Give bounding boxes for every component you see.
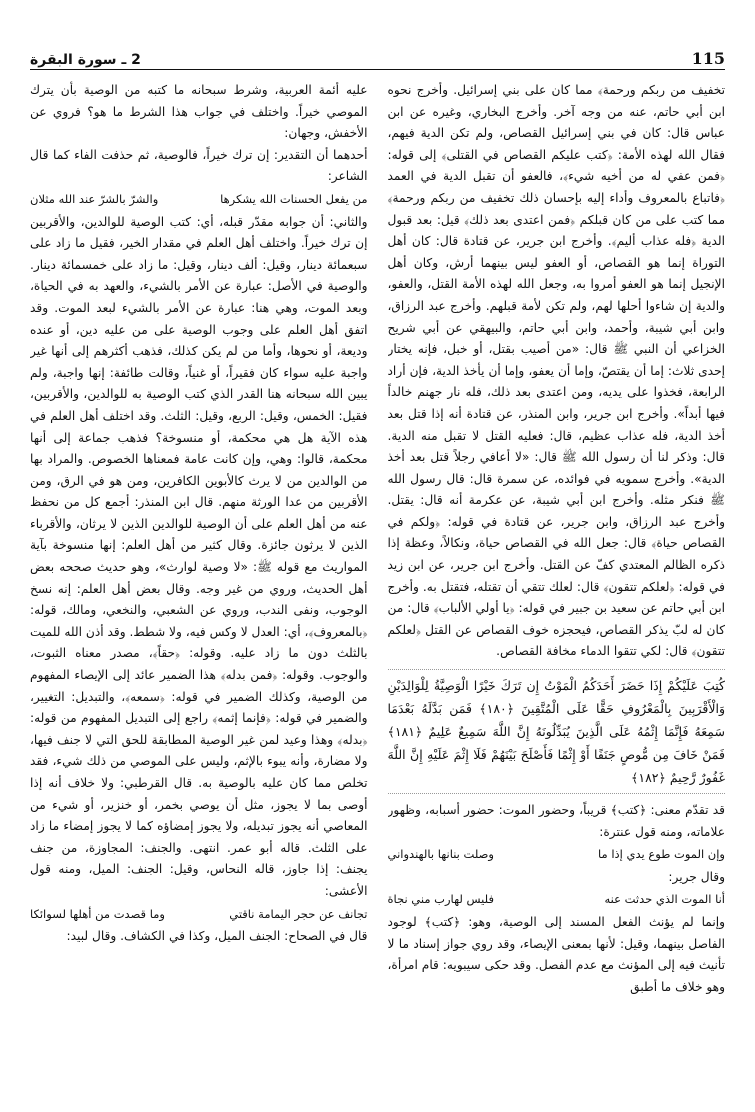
poem-verse	[30, 189, 368, 211]
commentary-paragraph: تخفيف من ربكم ورحمة﴾ مما كان على بني إسرائيل. وأخرج نحوه ابن أبي حاتم، عنه من وجه آخر. وأخرج البخاري، وغيره عن ابن عباس قال: كان في بني إسرائيل القصاص، ولم تكن الدية فيهم، فقال الله لهذه الأمة: ﴿كتب عليكم القصاص في القتلى﴾ إلى قوله: ﴿فمن عفي له من أخيه شيء﴾، فالعفو أن تقبل الدية في العمد ﴿فاتباع بالمعروف وأداء إليه بإحسان ذلك تخفيف من ربكم ورحمة﴾ مما كتب على من كان قبلكم ﴿فمن اعتدى بعد ذلك﴾ قيل: بعد قبول الدية ﴿فله عذاب أليم﴾. وأخرج ابن جرير، عن قتادة قال: كان أهل التوراة إنما هو القصاص، أو العفو ليس بينهما أرش، وكان أهل الإنجيل إنما هو العفو أمروا به، وجعل الله لهذه الأمة القتل، والعفو، والدية إن شاءوا أحلها لهم، ولم تكن لأمة قبلهم. وأخرج عبد الرزاق، وابن أبي شيبة، وأحمد، وابن أبي حاتم، والبيهقي عن أبي شريح الخزاعي أن النبي ﷺ قال: «من أصيب بقتل، أو خبل، فإنه يختار إحدى ثلاث: إما أن يقتصّ، وإما أن يعفو، وإما أن يأخذ الدية، فإن أراد الرابعة، فخذوا على يديه، ومن اعتدى بعد ذلك، فله نار جهنم خالداً فيها أبداً». وأخرج ابن جرير، وابن المنذر، عن قتادة أنه إذا قتل بعد أخذ الدية، فله عذاب عظيم، قال: فعليه القتل لا تقبل منه الدية. قال: وذكر لنا أن رسول الله ﷺ قال: «لا أعافي رجلاً قتل بعد أخذ الدية». وأخرج سمويه في فوائده، عن سمرة قال: قال رسول الله ﷺ فنكر مثله. وأخرج ابن أبي شيبة، عن عكرمة أنه قال: يقتل. وأخرج عبد الرزاق، وابن جرير، عن قتادة في قوله: ﴿ولكم في القصاص حياة﴾ قال: جعل الله في القصاص حياة، ونكالاً، وعظة إذا ذكره الظالم المعتدي كفّ عن القتل. وأخرج ابن جرير، عن ابن زيد في قوله: ﴿لعلكم تتقون﴾ قال: لعلك تتقي أن تقتله، فتقتل به. وأخرج ابن أبي حاتم عن سعيد بن جبير في قوله: ﴿يا أولي الألباب﴾ قال: من كان له لبّ يذكر القصاص، فيحجزه خوف القصاص عن القتل ﴿لعلكم تتقون﴾ قال: لكي تتقوا الدماء مخافة القصاص.	[387, 83, 725, 659]
page-header	[30, 44, 725, 68]
poem-second-hemistich: والشرّ بالشرّ عند الله مثلان	[30, 191, 159, 206]
commentary-paragraph: وإنما لم يؤنث الفعل المسند إلى الوصية، وهو: ﴿كتب﴾ لوجود الفاصل بينهما، وقيل: لأنها بمعنى الإيصاء، وقد روي جواز إسناد ما لا تأنيث فيه إلى المؤنث مع عدم الفصل. وقد حكى سيبويه: قام امرأة، وهو خلاف ما أطبق	[387, 915, 725, 994]
poem-first-hemistich: تجانف عن حجر اليمامة ناقتي	[229, 906, 368, 921]
poem-second-hemistich: وصلت بنانها بالهندواني	[387, 847, 494, 862]
header-divider	[30, 69, 725, 70]
right-column	[388, 80, 726, 1094]
chapter-title: 2 ـ سورة البقرة	[30, 52, 141, 68]
commentary-paragraph: وقال جرير:	[668, 869, 725, 884]
poem-first-hemistich: وإن الموت طوع يدي إذا ما	[598, 847, 725, 862]
left-column	[30, 80, 368, 1094]
poem-second-hemistich: وما قصدت من أهلها لسوائكا	[30, 906, 165, 921]
commentary-paragraph: عليه أئمة العربية، وشرط سبحانه ما كتبه من الوصية بأن يترك الموصي خيراً. واختلف في جواب هذا الشرط ما هو؟ فروي عن الأخفش، وجهان:	[30, 83, 368, 141]
text-columns	[30, 80, 725, 1094]
commentary-paragraph: أحدهما أن التقدير: إن ترك خيراً، فالوصية، ثم حذفت الفاء كما قال الشاعر:	[30, 147, 368, 184]
poem-first-hemistich: من يفعل الحسنات الله يشكرها	[220, 191, 368, 206]
poem-verse	[388, 844, 726, 866]
poem-verse	[30, 904, 368, 926]
commentary-paragraph: قد تقدّم معنى: ﴿كتب﴾ قريباً، وحضور الموت: حضور أسبابه، وظهور علاماته، ومنه قول عنترة:	[387, 803, 725, 839]
commentary-paragraph: والثاني: أن جوابه مقدّر قبله، أي: كتب الوصية للوالدين، والأقربين إن ترك خيراً. واختلف أهل العلم في مقدار الخير، فقيل ما زاد على سبعمائة دينار، وقيل: ألف دينار، وقيل: ما زاد على خمسمائة دينار. والوصية في الأصل: عبارة عن الأمر بالشيء، والعهد به في الحياة، وبعد الموت، وهي هنا: عبارة عن الأمر بالشيء لبعد الموت. وقد اتفق أهل العلم على وجوب الوصية على من عليه دين، أو عنده وديعة، أو نحوها، وأما من لم يكن كذلك، فذهب أكثرهم إلى أنها غير واجبة عليه سواء كان فقيراً، أو غنياً، وقالت طائفة: إنها واجبة، ولم يبين الله سبحانه هنا القدر الذي كتب الوصية به للوالدين، والأقربين، فقيل: الخمس، وقيل: الربع، وقيل: الثلث. وقد اختلف أهل العلم في هذه الآية هل هي محكمة، أو منسوخة؟ فذهب جماعة إلى أنها محكمة، قالوا: وهي، وإن كانت عامة فمعناها الخصوص. والمراد بها من الوالدين من لا يرث كالأبوين الكافرين، ومن هو في الرق، ومن الأقربين من عدا الورثة منهم. قال ابن المنذر: أجمع كل من نحفظ عنه من أهل العلم على أن الوصية للوالدين الذين لا يرثان، والأقرباء الذين لا يرثون جائزة. وقال كثير من أهل العلم: إنها منسوخة بآية المواريث مع قوله ﷺ: «لا وصية لوارث»، وهو حديث صححه بعض أهل الحديث، وروي من غير وجه. وقال بعض أهل العلم: إنه نسخ الوجوب، ونفى الندب، وروي عن الشعبي، والنخعي، ومالك، قوله: ﴿بالمعروف﴾، أي: العدل لا وكس فيه، ولا شطط. وقد أذن الله للميت بالثلث دون ما زاد عليه. وقوله: ﴿حقاً﴾، مصدر معناه الثبوت، والوجوب. وقوله: ﴿فمن بدله﴾ هذا الضمير عائد إلى الإيصاء المفهوم من الوصية، وكذلك الضمير في قوله: ﴿سمعه﴾، والتبديل: التغيير، والضمير في قوله: ﴿فإنما إثمه﴾ راجع إلى التبديل المفهوم من قوله: ﴿بدله﴾ وهذا وعيد لمن غير الوصية المطابقة للحق التي لا جنف فيها، ولا مضارة، وأنه يبوء بالإثم، وليس على الموصي من ذلك شيء، فقد تخلص مما كان عليه بالوصية به. قال القرطبي: ولا خلاف أنه إذا أوصى بما لا يجوز، مثل أن يوصي بخمر، أو خنزير، أو شيء من المعاصي أنه يجوز تبديله، ولا يجوز إمضاؤه كما لا يجوز إمضاء ما زاد على الثلث. قاله أبو عمر. انتهى. والجنف: المجاوزة، من جنف يجنف: إذا جاوز، قاله النحاس، وقيل: الجنف: الميل، ومنه قول الأعشى:	[30, 214, 368, 898]
poem-verse	[388, 889, 726, 911]
page-number: 115	[691, 49, 725, 68]
poem-second-hemistich: فليس لهارب مني نجاة	[387, 892, 494, 907]
commentary-paragraph: قال في الصحاح: الجنف الميل، وكذا في الكشاف. وقال لبيد:	[66, 929, 368, 944]
poem-first-hemistich: أنا الموت الذي حدثت عنه	[604, 892, 725, 907]
quran-verse-block: كُتِبَ عَلَيْكُمْ إِذَا حَضَرَ أَحَدَكُمُ الْمَوْتُ إِن تَرَكَ خَيْرًا الْوَصِيَّةُ لِلْوَالِدَيْنِ وَالْأَقْرَبِينَ بِالْمَعْرُوفِ حَقًّا عَلَى الْمُتَّقِينَ ﴿١٨٠﴾ فَمَن بَدَّلَهُ بَعْدَمَا سَمِعَهُ فَإِنَّمَا إِثْمُهُ عَلَى الَّذِينَ يُبَدِّلُونَهُ إِنَّ اللَّهَ سَمِيعٌ عَلِيمٌ ﴿١٨١﴾ فَمَنْ خَافَ مِن مُّوصٍ جَنَفًا أَوْ إِثْمًا فَأَصْلَحَ بَيْنَهُمْ فَلَا إِثْمَ عَلَيْهِ إِنَّ اللَّهَ غَفُورٌ رَّحِيمٌ ﴿١٨٢﴾	[388, 669, 726, 794]
